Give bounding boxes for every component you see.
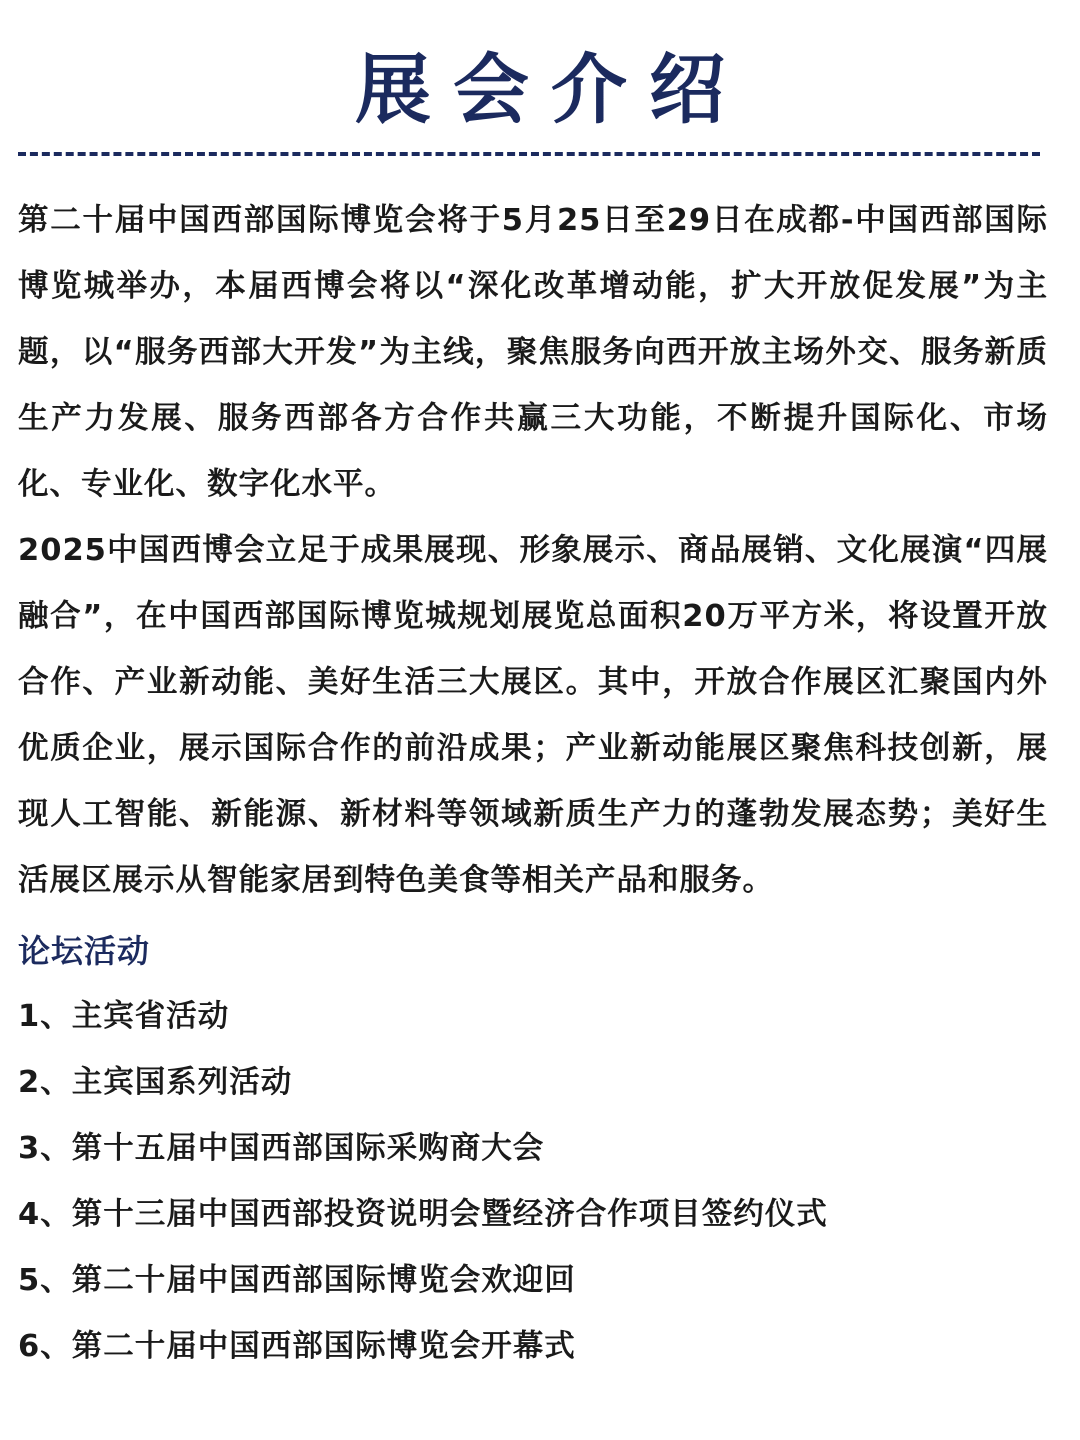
intro-paragraph-2: 2025中国西博会立足于成果展现、形象展示、商品展销、文化展演“四展融合”，在中国西部国际博览城规划展览总面积20万平方米，将设置开放合作、产业新动能、美好生活三大展区。其中，开放合作展区汇聚国内外优质企业，展示国际合作的前沿成果；产业新动能展区聚焦科技创新，展现人工智能、新能源、新材料等领域新质生产力的蓬勃发展态势；美好生活展区展示从智能家居到特色美食等相关产品和服务。 xyxy=(18,533,1048,898)
forum-heading: 论坛活动 xyxy=(18,932,151,970)
intro-paragraph-1: 第二十届中国西部国际博览会将于5月25日至29日在成都-中国西部国际博览城举办，本届西博会将以“深化改革增动能，扩大开放促发展”为主题，以“服务西部大开发”为主线，聚焦服务向西开放主场外交、服务新质生产力发展、服务西部各方合作共赢三大功能，不断提升国际化、市场化、专业化、数字化水平。 xyxy=(18,203,1048,502)
forum-item-6: 6、第二十届中国西部国际博览会开幕式 xyxy=(18,1329,576,1364)
intro-section xyxy=(18,188,1048,914)
page-title: 展会介绍 xyxy=(355,45,747,134)
forum-list xyxy=(18,984,828,1380)
forum-item-4: 4、第十三届中国西部投资说明会暨经济合作项目签约仪式 xyxy=(18,1197,828,1232)
dashed-divider xyxy=(18,152,1040,156)
forum-item-1: 1、主宾省活动 xyxy=(18,999,230,1034)
forum-item-3: 3、第十五届中国西部国际采购商大会 xyxy=(18,1131,545,1166)
forum-item-5: 5、第二十届中国西部国际博览会欢迎回 xyxy=(18,1263,576,1298)
forum-item-2: 2、主宾国系列活动 xyxy=(18,1065,293,1100)
